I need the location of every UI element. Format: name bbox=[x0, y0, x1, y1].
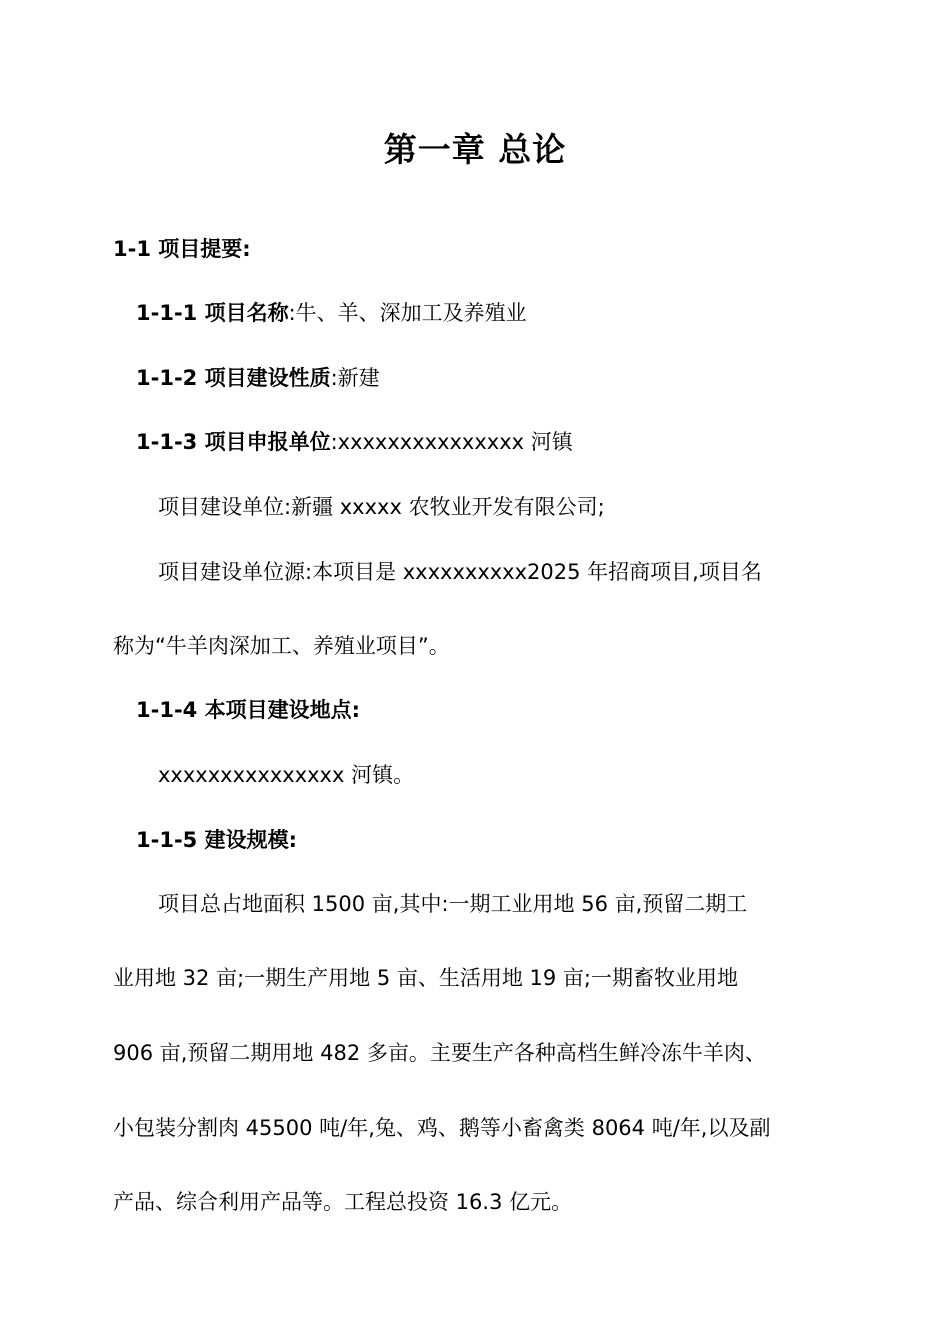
item-value: :新建 bbox=[330, 366, 380, 390]
build-source-text: 本项目是 xxxxxxxxxx2025 年招商项目,项目名 bbox=[312, 560, 762, 584]
item-location-value: xxxxxxxxxxxxxxx 河镇。 bbox=[158, 763, 415, 787]
scale-paragraph-line: 业用地 32 亩;一期生产用地 5 亩、生活用地 19 亩;一期畜牧业用地 bbox=[113, 966, 739, 990]
scale-paragraph-line: 906 亩,预留二期用地 482 多亩。主要生产各种高档生鲜冷冻牛羊肉、 bbox=[113, 1041, 766, 1065]
item-value: :xxxxxxxxxxxxxxx 河镇 bbox=[330, 430, 573, 454]
build-source-line-2: 称为“牛羊肉深加工、养殖业项目”。 bbox=[113, 634, 450, 658]
build-source-label: 项目建设单位源: bbox=[158, 560, 313, 584]
build-source-line-1 bbox=[158, 557, 762, 587]
scale-paragraph-line: 产品、综合利用产品等。工程总投资 16.3 亿元。 bbox=[113, 1190, 573, 1214]
item-value: :牛、羊、深加工及养殖业 bbox=[288, 301, 527, 325]
scale-paragraph-line: 项目总占地面积 1500 亩,其中:一期工业用地 56 亩,预留二期工 bbox=[158, 892, 748, 916]
item-label: 1-1-2 项目建设性质 bbox=[136, 366, 331, 390]
item-applicant-unit bbox=[136, 427, 573, 457]
item-location-heading: 1-1-4 本项目建设地点: bbox=[136, 698, 360, 722]
item-label: 1-1-1 项目名称 bbox=[136, 301, 289, 325]
item-project-name bbox=[136, 298, 527, 328]
item-project-nature bbox=[136, 363, 380, 393]
scale-paragraph-line: 小包装分割肉 45500 吨/年,兔、鸡、鹅等小畜禽类 8064 吨/年,以及副 bbox=[113, 1116, 771, 1140]
item-scale-heading: 1-1-5 建设规模: bbox=[136, 828, 297, 852]
build-unit-paragraph: 项目建设单位:新疆 xxxxx 农牧业开发有限公司; bbox=[158, 495, 605, 519]
section-heading-1-1: 1-1 项目提要: bbox=[113, 237, 251, 261]
item-label: 1-1-3 项目申报单位 bbox=[136, 430, 331, 454]
chapter-title: 第一章 总论 bbox=[383, 130, 567, 169]
